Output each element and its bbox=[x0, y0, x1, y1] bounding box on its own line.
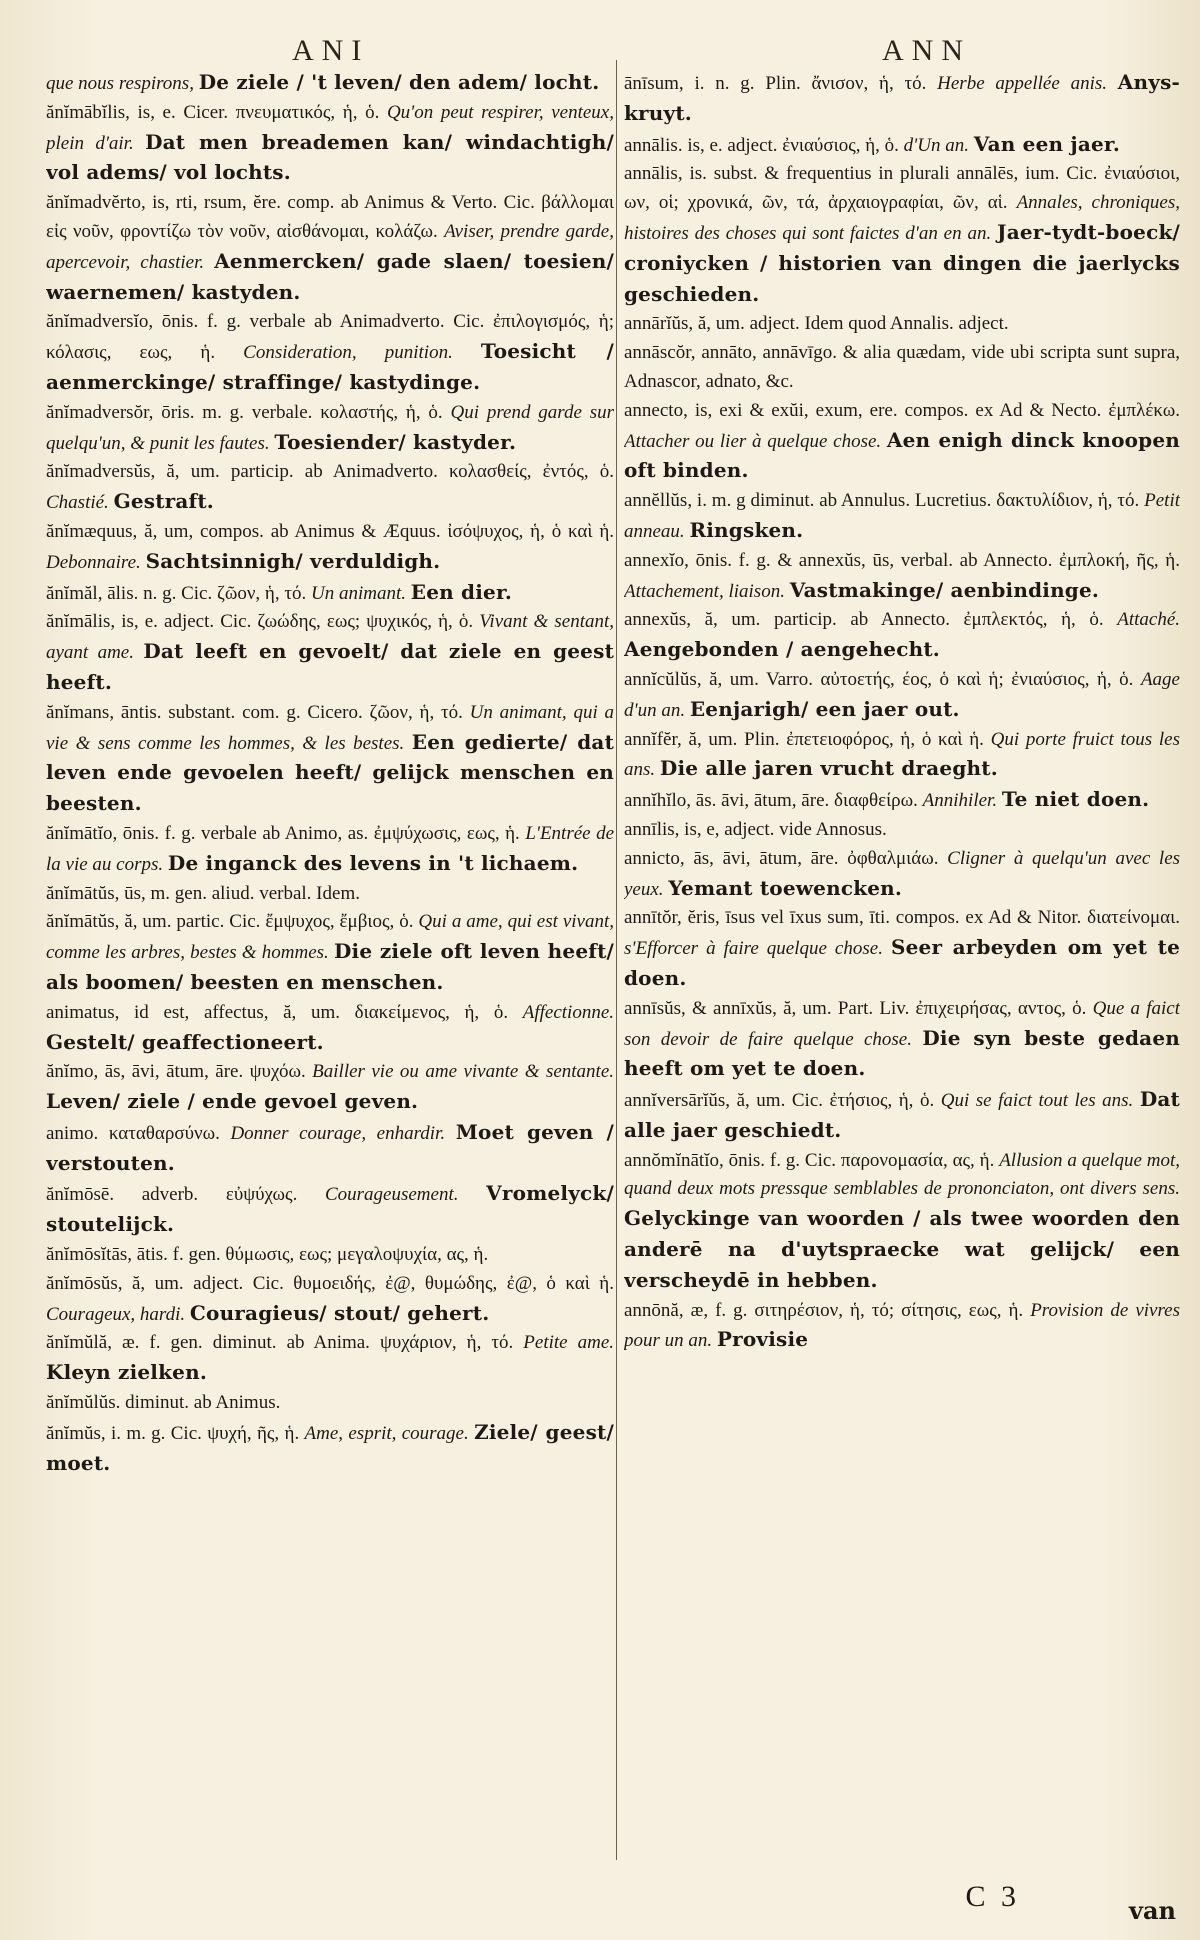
dictionary-entry bbox=[46, 608, 614, 698]
headword: annīsŭs, bbox=[624, 997, 686, 1019]
headword: annexĭo, bbox=[624, 549, 689, 571]
french-gloss: Vivant & sentant, ayant ame. bbox=[46, 611, 614, 664]
headword: ănĭmans, bbox=[46, 701, 115, 723]
french-gloss: Un animant. bbox=[311, 582, 407, 604]
latin-greek-gloss: ās. āvi, ātum, āre. διαφθείρω. bbox=[695, 790, 918, 812]
french-gloss: s'Efforcer à faire quelque chose. bbox=[624, 938, 883, 960]
dictionary-entry bbox=[46, 908, 614, 998]
headword: ănĭmālis, bbox=[46, 611, 116, 633]
dictionary-entry bbox=[624, 785, 1180, 816]
dictionary-entry bbox=[624, 904, 1180, 994]
dictionary-entry bbox=[624, 606, 1180, 666]
headword: ănĭmăl, bbox=[46, 582, 103, 604]
dictionary-entry bbox=[46, 68, 614, 99]
dictionary-entry bbox=[624, 666, 1180, 726]
dictionary-entry bbox=[46, 880, 614, 909]
headword: annecto, bbox=[624, 399, 688, 421]
headword: ănĭmŭlŭs. bbox=[46, 1392, 121, 1414]
french-gloss: Debonnaire. bbox=[46, 551, 141, 573]
french-gloss: Attachement, liaison. bbox=[624, 580, 785, 602]
latin-greek-gloss: ă, um. Plin. ἐπετειοφόρος, ἡ, ὁ καὶ ἡ. bbox=[688, 728, 984, 750]
headword: ănĭmæquus, bbox=[46, 520, 138, 542]
right-column bbox=[624, 68, 1180, 1880]
latin-greek-gloss: ă, um. adject. Idem quod Annalis. adject. bbox=[697, 313, 1009, 335]
catchword: van bbox=[1129, 1896, 1176, 1925]
dictionary-entry bbox=[624, 339, 1180, 397]
headword: ănĭmŭs, bbox=[46, 1422, 106, 1444]
headword: ănĭmōsē. bbox=[46, 1184, 115, 1206]
dutch-gloss: Couragieus/ stout/ gehert. bbox=[189, 1300, 490, 1325]
dictionary-entry bbox=[46, 1418, 614, 1480]
dictionary-entry bbox=[624, 130, 1180, 161]
dictionary-entry bbox=[46, 1241, 614, 1270]
running-head-right: ANN bbox=[882, 34, 971, 67]
dictionary-entry bbox=[624, 726, 1180, 786]
dutch-gloss: Eenjarigh/ een jaer out. bbox=[689, 696, 960, 721]
headword: annīlis, bbox=[624, 818, 680, 840]
headword: ănĭmōsŭs, bbox=[46, 1272, 123, 1294]
dictionary-entry bbox=[46, 399, 614, 459]
headword: animo. bbox=[46, 1122, 99, 1144]
french-gloss: Qui se faict tout les ans. bbox=[940, 1090, 1134, 1112]
headword: annāscŏr, bbox=[624, 342, 696, 364]
headword: annĭfĕr, bbox=[624, 728, 682, 750]
latin-greek-gloss: ă, um. adject. Cic. θυμοειδής, ἐ@, θυμώδης, ἐ@, ὁ καὶ ἡ. bbox=[132, 1272, 614, 1294]
latin-greek-gloss: adverb. εὐψύχως. bbox=[141, 1184, 298, 1206]
latin-greek-gloss: i. n. g. Plin. ἄνισον, ἡ, τό. bbox=[694, 73, 927, 94]
dictionary-entry bbox=[46, 999, 614, 1059]
headword: ănĭmātĭo, bbox=[46, 822, 118, 844]
dutch-gloss: Vromelyck/ stoutelijck. bbox=[46, 1181, 614, 1237]
headword: ănĭmŭlă, bbox=[46, 1332, 112, 1354]
headword: annĭcŭlŭs, bbox=[624, 668, 702, 690]
running-head-left: ANI bbox=[292, 34, 370, 67]
dutch-gloss: Seer arbeyden om yet te doen. bbox=[624, 935, 1180, 990]
dictionary-entry bbox=[46, 518, 614, 578]
french-gloss: Cligner à quelqu'un avec les yeux. bbox=[624, 847, 1180, 900]
french-gloss: Ame, esprit, courage. bbox=[304, 1422, 469, 1444]
french-gloss: Courageusement. bbox=[324, 1184, 459, 1206]
dictionary-entry bbox=[46, 578, 614, 609]
french-gloss: Provision de vivres pour un an. bbox=[624, 1299, 1180, 1352]
dictionary-entry bbox=[46, 99, 614, 189]
headword: annŏmĭnātĭo, bbox=[624, 1149, 724, 1171]
french-gloss: Affectionne. bbox=[522, 1001, 614, 1023]
headword: annĕllŭs, bbox=[624, 490, 693, 512]
dutch-gloss: Een dier. bbox=[410, 579, 513, 604]
dictionary-entry bbox=[46, 699, 614, 820]
latin-greek-gloss: ālis. n. g. Cic. ζῶον, ἡ, τό. bbox=[107, 582, 307, 604]
latin-greek-gloss: æ. f. gen. diminut. ab Anima. ψυχάριον, ἡ, τό. bbox=[121, 1332, 514, 1354]
dutch-gloss: Yemant toewencken. bbox=[668, 875, 903, 900]
dutch-gloss: Een gedierte/ dat leven ende gevoelen heeft/ gelijck menschen en beesten. bbox=[46, 729, 614, 816]
dictionary-entry bbox=[624, 816, 1180, 845]
headword: annĭversārĭŭs, bbox=[624, 1090, 731, 1112]
headword: annālis. bbox=[624, 134, 683, 156]
dictionary-entry bbox=[624, 547, 1180, 607]
latin-greek-gloss: ă, um. particip. ab Annecto. ἐμπλεκτός, ἡ, ὁ. bbox=[704, 609, 1104, 631]
french-gloss: Donner courage, enhardir. bbox=[230, 1122, 446, 1144]
dictionary-entry bbox=[624, 160, 1180, 310]
french-gloss: Petite ame. bbox=[523, 1332, 614, 1354]
headword: ănĭmadversĭo, bbox=[46, 311, 154, 333]
latin-greek-gloss: ōris. m. g. verbale. κολαστής, ἡ, ὁ. bbox=[161, 401, 443, 423]
dutch-gloss: Anys-kruyt. bbox=[624, 70, 1180, 125]
latin-greek-gloss: is. subst. & frequentius in plurali annālēs, ium. Cic. ἐνιαύσιοι, ων, οἱ; χρονικά, ῶν, τά, ἀρχαιογραφίαι, ῶν, αἱ. bbox=[624, 163, 1180, 214]
french-gloss: d'Un an. bbox=[903, 134, 969, 156]
dictionary-entry bbox=[46, 189, 614, 308]
dictionary-entry bbox=[624, 995, 1180, 1085]
dutch-gloss: Leven/ ziele / ende gevoel geven. bbox=[46, 1089, 419, 1114]
headword: ănĭmātŭs, bbox=[46, 911, 120, 933]
dutch-gloss: Gestelt/ geaffectioneert. bbox=[46, 1029, 324, 1054]
french-gloss: Attaché. bbox=[1117, 609, 1180, 631]
headword: annicto, bbox=[624, 847, 685, 869]
dutch-gloss: Dat alle jaer geschiedt. bbox=[624, 1087, 1180, 1142]
headword: annexŭs, bbox=[624, 609, 692, 631]
french-gloss: que nous respirons, bbox=[46, 73, 194, 94]
dutch-gloss: Sachtsinnigh/ verduldigh. bbox=[145, 548, 441, 573]
dutch-gloss: Die ziele oft leven heeft/ als boomen/ beesten en menschen. bbox=[46, 939, 614, 994]
headword: ănĭmadversŭs, bbox=[46, 461, 156, 483]
latin-greek-gloss: καταθαρσύνω. bbox=[108, 1122, 220, 1144]
latin-greek-gloss: ă, um. Varro. αὐτοετής, έος, ὁ καὶ ἡ; ἐνιαύσιος, ἡ, ὁ. bbox=[709, 668, 1134, 690]
dutch-gloss: Dat leeft en gevoelt/ dat ziele en geest heeft. bbox=[46, 639, 614, 694]
dutch-gloss: Toesicht / aenmerckinge/ straffinge/ kastydinge. bbox=[46, 339, 614, 394]
french-gloss: Bailler vie ou ame vivante & sentante. bbox=[312, 1061, 614, 1083]
latin-greek-gloss: annāto, annāvīgo. & alia quædam, vide ubi scripta sunt supra, Adnascor, adnato, &c. bbox=[624, 342, 1180, 392]
dictionary-entry bbox=[46, 1118, 614, 1180]
dictionary-entry bbox=[46, 1329, 614, 1389]
dictionary-entry bbox=[624, 1085, 1180, 1147]
headword: ănĭmōsĭtās, bbox=[46, 1244, 133, 1266]
latin-greek-gloss: ās, āvi, ātum, āre. ὀφθαλμιάω. bbox=[693, 847, 939, 869]
latin-greek-gloss: id est, affectus, ă, um. διακείμενος, ἡ, ὁ. bbox=[134, 1001, 509, 1023]
latin-greek-gloss: diminut. ab Animus. bbox=[125, 1392, 281, 1414]
latin-greek-gloss: æ, f. g. σιτηρέσιον, ἡ, τό; σίτησις, εως, ἡ. bbox=[690, 1299, 1024, 1321]
dutch-gloss: Moet geven / verstouten. bbox=[46, 1119, 614, 1175]
dictionary-entry bbox=[46, 820, 614, 880]
latin-greek-gloss: is, e. Cicer. πνευματικός, ἡ, ὁ. bbox=[137, 101, 380, 123]
headword: ănĭmo, bbox=[46, 1061, 99, 1083]
latin-greek-gloss: āntis. substant. com. g. Cicero. ζῶον, ἡ, τό. bbox=[120, 701, 463, 723]
french-gloss: Aviser, prendre garde, apercevoir, chastier. bbox=[46, 220, 614, 273]
french-gloss: Petit anneau. bbox=[624, 490, 1180, 542]
dutch-gloss: Aenmercken/ gade slaen/ toesien/ waernemen/ kastyden. bbox=[46, 248, 614, 304]
dutch-gloss: Ziele/ geest/ moet. bbox=[46, 1419, 614, 1475]
headword: ănĭmābĭlis, bbox=[46, 101, 130, 123]
dutch-gloss: Dat men breademen kan/ windachtigh/ vol adems/ vol lochts. bbox=[46, 129, 614, 185]
dutch-gloss: Aen enigh dinck knoopen oft binden. bbox=[624, 427, 1180, 483]
french-gloss: Annihiler. bbox=[922, 790, 998, 812]
dutch-gloss: Gelyckinge van woorden / als twee woorden den anderē na d'uytspraecke wat gelijck/ een verscheydē in hebben. bbox=[624, 1206, 1180, 1292]
french-gloss: Annales, chroniques, histoires des choses qui sont faictes d'an en an. bbox=[624, 192, 1180, 244]
french-gloss: Herbe appellée anis. bbox=[937, 73, 1107, 94]
dutch-gloss: Aengebonden / aengehecht. bbox=[624, 637, 940, 662]
french-gloss: L'Entrée de la vie au corps. bbox=[46, 822, 614, 875]
headword: annārĭŭs, bbox=[624, 313, 694, 335]
french-gloss: Qu'on peut respirer, venteux, plein d'air. bbox=[46, 101, 614, 154]
french-gloss: Qui a ame, qui est vivant, comme les arbres, bestes & hommes. bbox=[46, 911, 614, 964]
dictionary-entry bbox=[46, 308, 614, 398]
dictionary-entry bbox=[624, 310, 1180, 339]
latin-greek-gloss: ōnis. f. g. verbale ab Animadverto. Cic. ἐπιλογισμός, ἡ; κόλασις, εως, ἡ. bbox=[46, 311, 614, 364]
dictionary-entry bbox=[46, 458, 614, 518]
latin-greek-gloss: ă, um. Cic. ἐτήσιος, ἡ, ὁ. bbox=[736, 1090, 935, 1112]
dutch-gloss: Ringsken. bbox=[689, 517, 804, 542]
dutch-gloss: Provisie bbox=[716, 1327, 809, 1352]
headword: ănĭmātŭs, bbox=[46, 882, 120, 904]
headword: annōnă, bbox=[624, 1299, 684, 1321]
latin-greek-gloss: ă, um, compos. ab Animus & Æquus. ἰσόψυχος, ἡ, ὁ καὶ ἡ. bbox=[144, 520, 614, 542]
latin-greek-gloss: is, e. adject. Cic. ζωώδης, εως; ψυχικός, ἡ, ὁ. bbox=[121, 611, 474, 633]
french-gloss: Courageux, hardi. bbox=[46, 1303, 186, 1325]
latin-greek-gloss: is, rti, rsum, ĕre. comp. ab Animus & Verto. Cic. βάλλομαι εἰς νοῦν, φροντίζω τὸν νοῦν, αἰσθάνομαι, κολάζω. bbox=[46, 192, 614, 242]
dutch-gloss: Jaer-tydt-boeck/ croniycken / historien van dingen die jaerlycks geschieden. bbox=[624, 219, 1180, 306]
dictionary-entry bbox=[624, 487, 1180, 547]
headword: annītŏr, bbox=[624, 907, 682, 929]
french-gloss: Chastié. bbox=[46, 492, 109, 514]
dictionary-entry bbox=[624, 397, 1180, 487]
latin-greek-gloss: ūs, m. gen. aliud. verbal. Idem. bbox=[124, 882, 360, 904]
headword: animatus, bbox=[46, 1001, 120, 1023]
dictionary-entry bbox=[46, 1058, 614, 1118]
headword: annālis, bbox=[624, 163, 683, 185]
headword: ānīsum, bbox=[624, 73, 684, 94]
dictionary-entry bbox=[46, 1179, 614, 1241]
dictionary-entry bbox=[624, 1147, 1180, 1297]
dictionary-entry bbox=[624, 1297, 1180, 1357]
signature-mark: C 3 bbox=[965, 1880, 1020, 1913]
french-gloss: Consideration, punition. bbox=[243, 342, 453, 364]
dutch-gloss: Te niet doen. bbox=[1001, 787, 1150, 812]
french-gloss: Aage d'un an. bbox=[624, 668, 1180, 721]
latin-greek-gloss: ă, um. particip. ab Animadverto. κολασθείς, ἐντός, ὁ. bbox=[166, 461, 614, 483]
latin-greek-gloss: is, e, adject. vide Annosus. bbox=[684, 818, 887, 840]
dictionary-entry bbox=[624, 845, 1180, 905]
dictionary-entry bbox=[624, 68, 1180, 130]
dutch-gloss: Van een jaer. bbox=[973, 131, 1120, 156]
dutch-gloss: Kleyn zielken. bbox=[46, 1360, 207, 1385]
dutch-gloss: De inganck des levens in 't lichaem. bbox=[167, 850, 579, 875]
latin-greek-gloss: ĕris, īsus vel īxus sum, īti. compos. ex Ad & Nitor. διατείνομαι. bbox=[687, 907, 1180, 929]
latin-greek-gloss: & annīxŭs, ă, um. Part. Liv. ἐπιχειρήσας, αντος, ὁ. bbox=[692, 997, 1087, 1019]
french-gloss: Que a faict son devoir de faire quelque chose. bbox=[624, 997, 1180, 1050]
dictionary-entry bbox=[46, 1389, 614, 1418]
dutch-gloss: De ziele / 't leven/ den adem/ locht. bbox=[198, 70, 600, 94]
headword: ănĭmadvĕrto, bbox=[46, 192, 146, 214]
latin-greek-gloss: ōnis. f. g. & annexŭs, ūs, verbal. ab Annecto. ἐμπλοκή, ῆς, ἡ. bbox=[695, 549, 1180, 571]
dutch-gloss: Die syn beste gedaen heeft om yet te doen. bbox=[624, 1025, 1180, 1081]
left-column bbox=[46, 68, 614, 1880]
latin-greek-gloss: i. m. g. Cic. ψυχή, ῆς, ἡ. bbox=[110, 1422, 300, 1444]
dutch-gloss: Die alle jaren vrucht draeght. bbox=[659, 756, 998, 781]
headword: annĭhĭlo, bbox=[624, 790, 692, 812]
dictionary-entry bbox=[46, 1270, 614, 1330]
french-gloss: Attacher ou lier à quelque chose. bbox=[624, 430, 882, 452]
latin-greek-gloss: is, e. adject. ἐνιαύσιος, ἡ, ὁ. bbox=[687, 134, 899, 156]
column-divider bbox=[616, 60, 617, 1860]
latin-greek-gloss: i. m. g diminut. ab Annulus. Lucretius. δακτυλίδιον, ἡ, τό. bbox=[696, 490, 1140, 512]
latin-greek-gloss: ă, um. partic. Cic. ἔμψυχος, ἔμβιος, ὁ. bbox=[124, 911, 414, 933]
french-gloss: Un animant, qui a vie & sens comme les hommes, & les bestes. bbox=[46, 701, 614, 754]
headword: ănĭmadversŏr, bbox=[46, 401, 154, 423]
latin-greek-gloss: ōnis. f. g. verbale ab Animo, as. ἐμψύχωσις, εως, ἡ. bbox=[122, 822, 520, 844]
french-gloss: Qui porte fruict tous les ans. bbox=[624, 728, 1180, 781]
latin-greek-gloss: ōnis. f. g. Cic. παρονομασία, ας, ἡ. bbox=[728, 1149, 995, 1171]
latin-greek-gloss: ās, āvi, ātum, āre. ψυχόω. bbox=[104, 1061, 306, 1083]
french-gloss: Allusion a quelque mot, quand deux mots pressque semblables de prononciaton, ont divers sens. bbox=[624, 1149, 1180, 1200]
dutch-gloss: Toesiender/ kastyder. bbox=[274, 429, 517, 454]
latin-greek-gloss: ātis. f. gen. θύμωσις, εως; μεγαλοψυχία, ας, ἡ. bbox=[136, 1244, 489, 1266]
french-gloss: Qui prend garde sur quelqu'un, & punit les fautes. bbox=[46, 401, 614, 454]
latin-greek-gloss: is, exi & exŭi, exum, ere. compos. ex Ad & Necto. ἐμπλέκω. bbox=[694, 399, 1180, 421]
dutch-gloss: Vastmakinge/ aenbindinge. bbox=[789, 577, 1100, 602]
dutch-gloss: Gestraft. bbox=[113, 489, 214, 514]
